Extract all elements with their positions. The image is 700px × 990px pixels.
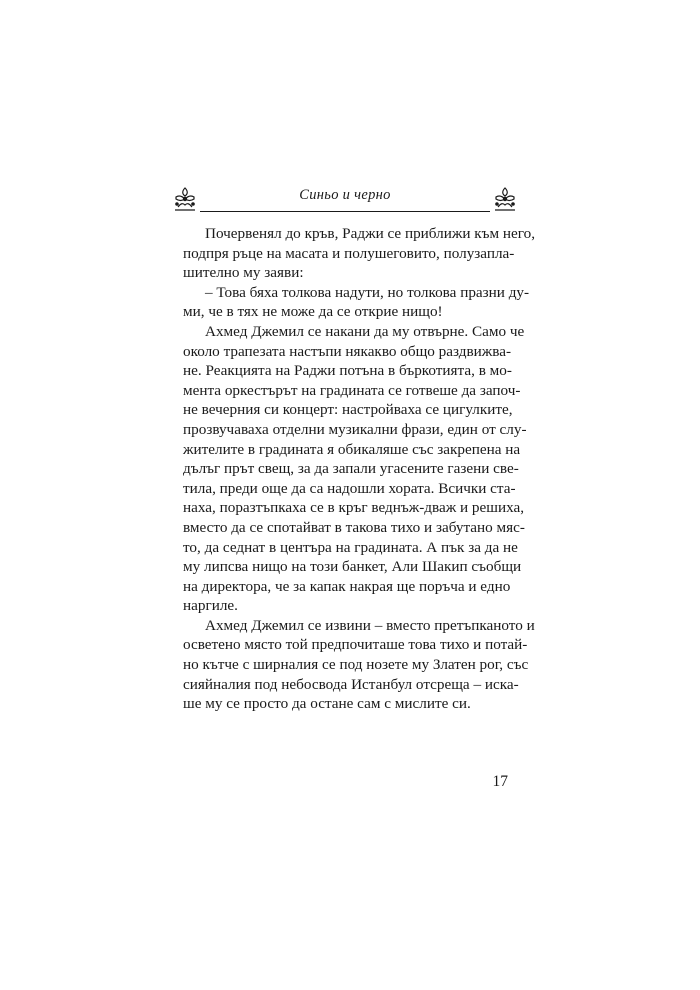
text-line: мента оркестърът на градината се готвеше да започ- bbox=[183, 381, 521, 399]
floral-ornament-icon bbox=[492, 185, 518, 213]
text-line: Ахмед Джемил се извини – вместо претъпканото и bbox=[205, 616, 535, 634]
text-line: му липсва нищо на този банкет, Али Шакип съобщи bbox=[183, 558, 522, 576]
text-line: то, да седнат в центъра на градината. А пък за да не bbox=[183, 538, 518, 556]
text-line: не. Реакцията на Раджи потъна в бъркотията, в мо- bbox=[183, 362, 512, 380]
text-line: ми, че в тях не може да се открие нищо! bbox=[183, 303, 443, 321]
body-text bbox=[183, 224, 536, 714]
text-line: подпря ръце на масата и полушеговито, полузапла- bbox=[183, 244, 515, 262]
text-line: ше му се просто да остане сам с мислите си. bbox=[183, 695, 471, 713]
text-line: вместо да се спотайват в такова тихо и забутано мяс- bbox=[183, 518, 525, 536]
header-rule bbox=[200, 211, 490, 212]
running-header bbox=[172, 181, 518, 215]
text-line: Почервенял до кръв, Раджи се приближи към него, bbox=[205, 225, 536, 242]
running-header-title: Синьо и черно bbox=[299, 187, 391, 203]
text-line: наргиле. bbox=[183, 597, 238, 615]
text-line: прозвучаваха отделни музикални фрази, един от слу- bbox=[183, 420, 527, 438]
text-line: не вечерния си концерт: настройваха се цигулките, bbox=[183, 401, 513, 419]
text-line: наха, поразтъпкаха се в кръг веднъж-дваж и решиха, bbox=[183, 499, 524, 517]
text-line: около трапезата настъпи някакво общо раздвижва- bbox=[183, 342, 512, 360]
text-line: Ахмед Джемил се накани да му отвърне. Само че bbox=[205, 322, 525, 340]
text-line: дълъг прът свещ, за да запали угасените газени све- bbox=[183, 460, 519, 478]
text-line: – Това бяха толкова надути, но толкова празни ду- bbox=[205, 283, 530, 301]
text-line: тила, преди още да са надошли хората. Всички ста- bbox=[183, 479, 516, 497]
text-line: но кътче с ширналия се под нозете му Златен рог, със bbox=[183, 656, 529, 674]
text-line: жителите в градината я обикаляше със закрепена на bbox=[183, 440, 521, 458]
page-number: 17 bbox=[492, 773, 508, 790]
text-line: шително му заяви: bbox=[183, 264, 304, 282]
text-line: на директора, че за капак накрая ще поръча и едно bbox=[183, 577, 511, 595]
text-line: сияйналия под небосвода Истанбул отсреща – иска- bbox=[183, 675, 519, 693]
text-line: осветено място той предпочиташе това тихо и потай- bbox=[183, 636, 528, 654]
